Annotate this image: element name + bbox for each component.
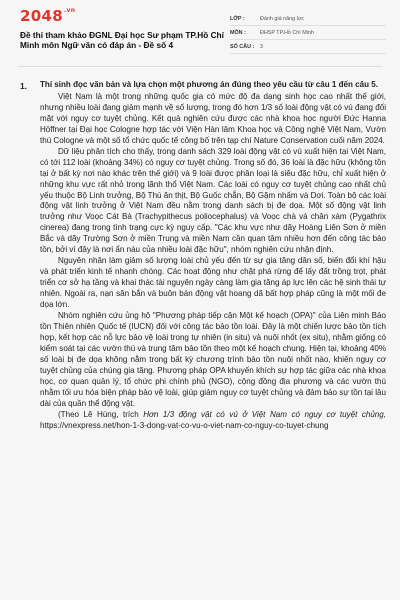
divider [18, 66, 382, 67]
exam-meta [230, 12, 386, 54]
question-title: Thí sinh đọc văn bản và lựa chọn một phương án đúng theo yêu cầu từ câu 1 đến câu 5. [40, 80, 378, 89]
meta-value: Đánh giá năng lực [260, 15, 305, 22]
meta-row-subject [230, 26, 386, 40]
meta-row-count [230, 40, 386, 54]
meta-label: SỐ CÂU : [230, 43, 255, 50]
header [0, 0, 400, 62]
meta-label: LỚP : [230, 15, 245, 22]
site-logo[interactable]: $2048^{.vn}$ [20, 7, 76, 25]
passage-paragraph: Việt Nam là một trong những quốc gia có mức độ đa dạng sinh học cao nhất thế giới, nhưng nhiều loài đang giảm mạnh về số lượng, trong đó hơn 1/3 số loài động vật có vú đang đối mặt với nguy cơ tuyệt chủng. Kết quả nghiên cứu được các nhà khoa học người Đức Hanna Höffner tại Đại học Cologne hợp tác với Viện Hàn lâm Khoa học và Công nghệ Việt Nam, Vườn thú Cologne và một số tổ chức quốc tế công bố trên tạp chí Nature Conservation cuối năm 2024. [40, 91, 386, 145]
meta-value: ĐHSP TP.Hồ Chí Minh [260, 29, 314, 36]
question-number: 1. [20, 81, 27, 91]
meta-value: 3 [260, 43, 263, 50]
passage-paragraph: Nguyên nhân làm giảm số lượng loài chủ yếu đến từ sự gia tăng dân số, biến đổi khí hậu và phát triển kinh tế nhanh chóng. Các hoạt động như chặt phá rừng để lấy đất trồng trọt, phát triển cơ sở hạ tầng và khai thác tài nguyên ngày càng làm gia tăng áp lực lên các hệ sinh thái tự nhiên. Ngoài ra, nạn săn bắn và buôn bán động vật hoang dã bất hợp pháp cũng là một mối đe dọa lớn. [40, 256, 386, 310]
source-title: Hơn 1/3 động vật có vú ở Việt Nam có nguy cơ tuyệt chủng, [143, 409, 386, 419]
passage-paragraph: Dữ liệu phân tích cho thấy, trong danh sách 329 loài động vật có vú xuất hiện tại Việt Nam, có tới 112 loài (khoảng 34%) có nguy cơ tuyệt chủng. Trong số đó, 36 loài là đặc hữu (không tồn tại ở bất kỳ nơi nào khác trên thế giới) và 9 loài được phân loại là siêu đặc hữu, chỉ xuất hiện ở những khu vực rất nhỏ trong lãnh thổ Việt Nam. Các loài có nguy cơ tuyệt chủng cao nhất chủ yếu thuộc Bộ Linh trưởng, Bộ Thú ăn thịt, Bộ Guốc chẵn, Bộ Gặm nhấm và Dơi. Toàn bộ các loài động vật linh trưởng ở Việt Nam đều nằm trong danh sách bị đe dọa. Một số động vật linh trưởng như Voọc Cát Bà (Trachypithecus poliocephalus) và Voọc chà vá chân xám (Pygathrix cinerea) đang trong tình trạng cực kỳ nguy cấp. "Các khu vực như dãy Hoàng Liên Sơn ở miền Bắc và dãy Trường Sơn ở miền Trung và miền Nam cần quan tâm nhiều hơn đến công tác bảo tồn, bởi vì đây là nơi ẩn náu của nhiều loài đặc hữu", nhóm nghiên cứu nhận định. [40, 146, 386, 255]
meta-label: MÔN : [230, 29, 246, 36]
exam-title: Đề thi tham khảo ĐGNL Đại học Sư phạm TP.Hồ Chí Minh môn Ngữ văn có đáp án - Đề số 4 [20, 30, 224, 50]
passage-paragraph: Nhóm nghiên cứu ủng hộ "Phương pháp tiếp cận Một kế hoạch (OPA)" của Liên minh Bảo tồn Thiên nhiên Quốc tế (IUCN) đối với công tác bảo tồn loài. Đây là một chiến lược bảo tồn tích hợp, kết hợp các nỗ lực bảo vệ loài trong tự nhiên (in situ) và nuôi nhốt (ex situ), nhằm giống có kiểm soát tại các vườn thú và trung tâm bảo tồn theo một kế hoạch chung. Hiện tại, khoảng 40% số loài bị đe dọa không nằm trong bất kỳ chương trình bảo tồn nuôi nhốt nào, khiến nguy cơ tuyệt chủng của chúng gia tăng. Phương pháp OPA khuyến khích sự hợp tác giữa các nhà khoa học, cơ quan quản lý, tổ chức phi chính phủ (NGO), cộng đồng địa phương và các vườn thú nhằm tối ưu hóa biện pháp bảo vệ loài, giúp giảm nguy cơ tuyệt chủng và đảm bảo sự tồn tại lâu dài của quần thể động vật. [40, 311, 386, 408]
passage-source [40, 410, 386, 432]
question-content [40, 80, 386, 432]
meta-row-class [230, 12, 386, 26]
source-url[interactable]: https://vnexpress.net/hon-1-3-dong-vat-co-vu-o-viet-nam-co-nguy-co-tuyet-chung [40, 420, 329, 430]
source-prefix: (Theo Lê Hùng, trích [58, 409, 144, 419]
